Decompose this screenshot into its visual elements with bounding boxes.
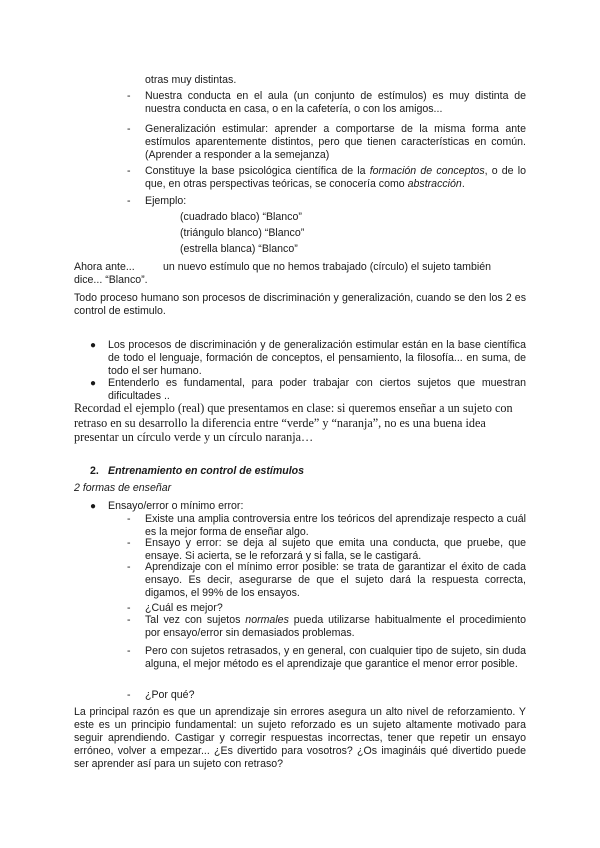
section-title: Entrenamiento en control de estímulos <box>108 465 305 477</box>
paragraph-ahora-cont: un nuevo estímulo que no hemos trabajado (círculo) el sujeto también <box>163 261 492 273</box>
list-item: Ensayo y error: se deja al sujeto que emita una conducta, que pruebe, que ensaye. Si acierta, se le reforzará y si falla, se le castigará. <box>145 537 526 562</box>
dash-marker: - <box>127 689 131 701</box>
dash-marker: - <box>127 123 131 135</box>
list-continuation: otras muy distintas. <box>145 74 237 86</box>
bullet-marker: ● <box>90 340 97 351</box>
paragraph-ahora-end: dice... “Blanco”. <box>74 274 148 286</box>
dash-marker: - <box>127 614 131 626</box>
bullet-marker: ● <box>90 378 97 389</box>
list-item: Aprendizaje con el mínimo error posible: se trata de garantizar el éxito de cada ensayo. Es decir, asegurarse de que el sujeto dará la respuesta correcta, digamos, el 99% de los ensayos. <box>145 561 526 599</box>
dash-marker: - <box>127 90 131 102</box>
list-item: Pero con sujetos retrasados, y en general, con cualquier tipo de sujeto, sin duda alguna, el mejor método es el aprendizaje que garantice el menor error posible. <box>145 645 526 670</box>
dash-marker: - <box>127 195 131 207</box>
list-item: Ejemplo: <box>145 195 187 207</box>
list-item: Constituye la base psicológica científica de la formación de conceptos, o de lo que, en otras perspectivas teóricas, se conocería como abstracción. <box>145 165 526 190</box>
list-item: ¿Cuál es mejor? <box>145 602 223 614</box>
paragraph-todo-proceso: Todo proceso humano son procesos de discriminación y generalización, cuando se den los 2 es control de estimulo. <box>74 292 526 317</box>
list-item: Generalización estimular: aprender a comportarse de la misma forma ante estímulos aparentemente distintos, pero que tienen características en común. (Aprender a responder a la semejanza) <box>145 123 526 161</box>
dash-marker: - <box>127 513 131 525</box>
dash-marker: - <box>127 561 131 573</box>
list-item: Tal vez con sujetos normales pueda utilizarse habitualmente el procedimiento por ensayo/error sin demasiados problemas. <box>145 614 526 639</box>
bullet-item: Ensayo/error o mínimo error: <box>108 500 244 512</box>
dash-marker: - <box>127 537 131 549</box>
list-item: Existe una amplia controversia entre los teóricos del aprendizaje respecto a cuál es la mejor forma de enseñar algo. <box>145 513 526 538</box>
dash-marker: - <box>127 165 131 177</box>
example-line: (cuadrado blaco) “Blanco” <box>180 211 302 223</box>
section-subtitle: 2 formas de enseñar <box>74 482 172 494</box>
paragraph-final: La principal razón es que un aprendizaje sin errores asegura un alto nivel de reforzamiento. Y este es un principio fundamental: un sujeto reforzado es un sujeto altamente motivado para seguir aprendiendo. Castigar y corregir respuestas incorrectas, tener que repetir un ensayo erróneo, volver a empezar... ¿Es divertido para vosotros? ¿Os imagináis qué divertido puede ser aprender así para un sujeto con retraso? <box>74 706 526 770</box>
example-line: (estrella blanca) “Blanco” <box>180 243 298 255</box>
paragraph-recordad: Recordad el ejemplo (real) que presentamos en clase: si queremos enseñar a un sujeto con retraso en su desarrollo la diferencia entre “verde” y “naranja”, no es una buena idea presentar un círculo verde y un círculo naranja… <box>74 401 513 444</box>
bullet-item: Entenderlo es fundamental, para poder trabajar con ciertos sujetos que muestran dificultades .. <box>108 377 526 402</box>
bullet-marker: ● <box>90 501 97 512</box>
section-number: 2. <box>90 465 99 477</box>
dash-marker: - <box>127 645 131 657</box>
list-item: Nuestra conducta en el aula (un conjunto de estímulos) es muy distinta de nuestra conducta en casa, o en la cafetería, o con los amigos... <box>145 90 526 115</box>
example-line: (triángulo blanco) “Blanco” <box>180 227 305 239</box>
paragraph-ahora-start: Ahora ante... <box>74 261 135 273</box>
dash-marker: - <box>127 602 131 614</box>
bullet-item: Los procesos de discriminación y de generalización estimular están en la base científica de todo el lenguaje, formación de conceptos, el pensamiento, la filosofía... en suma, de todo el ser humano. <box>108 339 526 377</box>
list-item: ¿Por qué? <box>145 689 195 701</box>
